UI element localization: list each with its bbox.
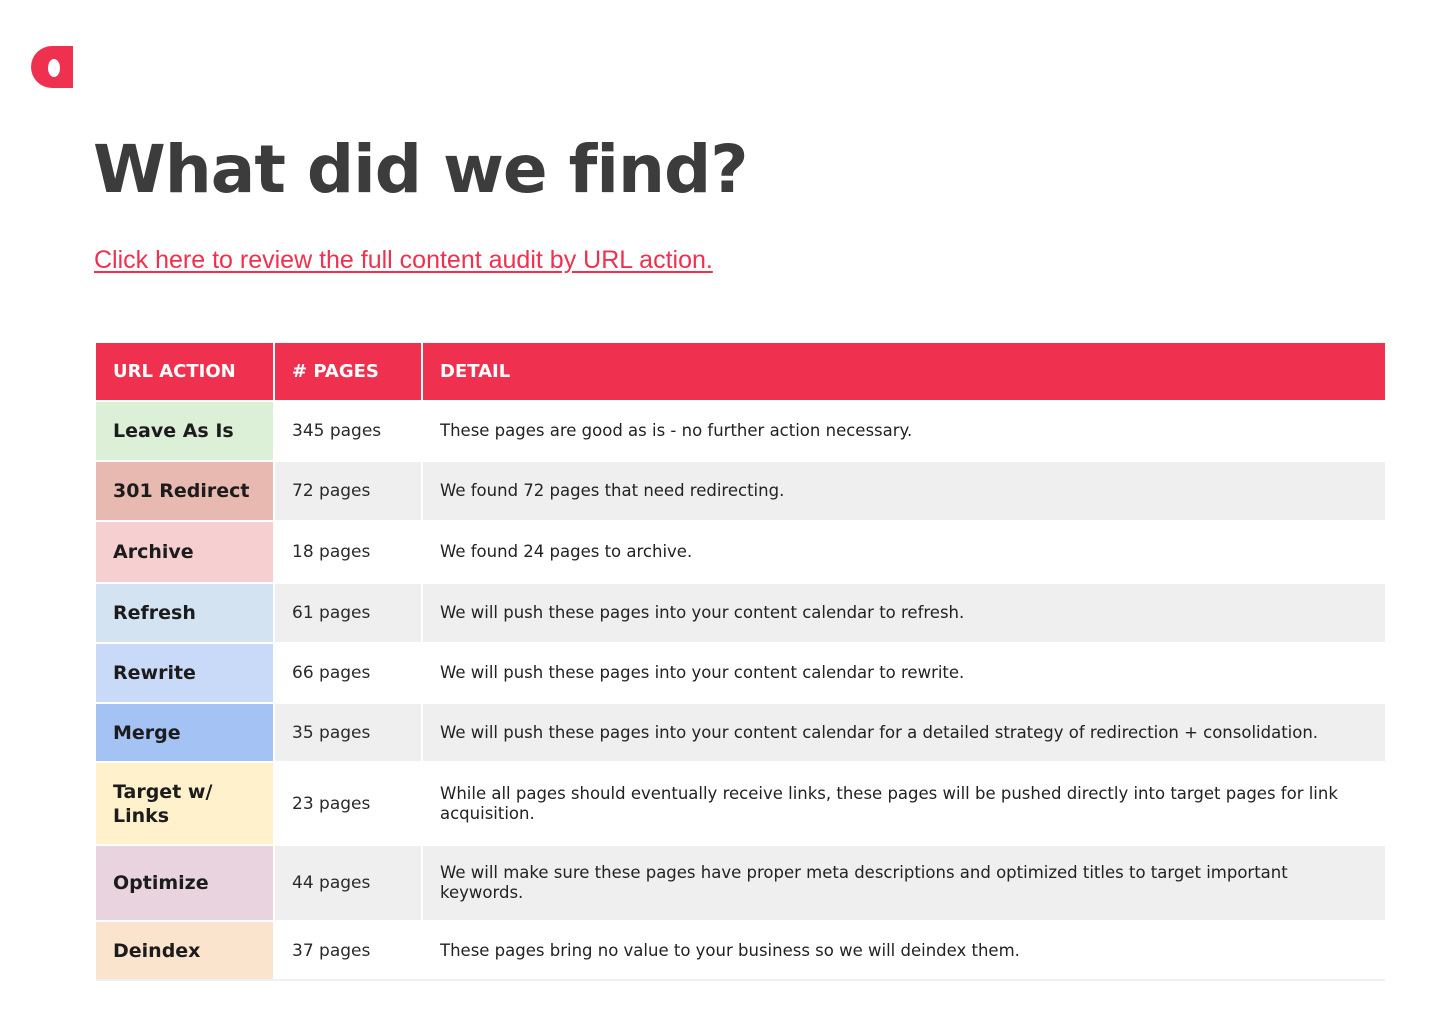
page-title: What did we find? [93, 131, 748, 208]
row-detail: We will make sure these pages have proper meta descriptions and optimized titles to target important keywords. [422, 845, 1385, 921]
row-detail: We will push these pages into your content calendar to rewrite. [422, 643, 1385, 703]
row-detail: We will push these pages into your content calendar for a detailed strategy of redirection + consolidation. [422, 703, 1385, 762]
row-pages: 72 pages [274, 461, 422, 521]
table-row [96, 461, 1385, 521]
table-row [96, 762, 1385, 845]
row-pages: 345 pages [274, 401, 422, 461]
row-pages: 37 pages [274, 921, 422, 980]
table-row [96, 921, 1385, 980]
table-row [96, 521, 1385, 583]
table-row [96, 583, 1385, 643]
row-action: Refresh [96, 583, 274, 643]
row-detail: These pages bring no value to your business so we will deindex them. [422, 921, 1385, 980]
content-audit-link[interactable]: Click here to review the full content audit by URL action. [94, 246, 713, 274]
row-action: Target w/ Links [96, 762, 274, 845]
brand-logo-icon [31, 46, 73, 88]
row-detail: We will push these pages into your content calendar to refresh. [422, 583, 1385, 643]
row-action: Deindex [96, 921, 274, 980]
table-header-row [96, 343, 1385, 401]
row-detail: We found 24 pages to archive. [422, 521, 1385, 583]
row-pages: 35 pages [274, 703, 422, 762]
table-row [96, 643, 1385, 703]
row-action: Rewrite [96, 643, 274, 703]
header-detail: DETAIL [422, 343, 1385, 401]
row-detail: These pages are good as is - no further action necessary. [422, 401, 1385, 461]
table-row [96, 845, 1385, 921]
row-pages: 44 pages [274, 845, 422, 921]
header-pages: # PAGES [274, 343, 422, 401]
row-action: Merge [96, 703, 274, 762]
row-pages: 61 pages [274, 583, 422, 643]
row-pages: 66 pages [274, 643, 422, 703]
row-pages: 18 pages [274, 521, 422, 583]
table-row [96, 401, 1385, 461]
row-action: 301 Redirect [96, 461, 274, 521]
url-action-table [96, 343, 1385, 981]
row-action: Leave As Is [96, 401, 274, 461]
row-pages: 23 pages [274, 762, 422, 845]
row-action: Optimize [96, 845, 274, 921]
row-detail: We found 72 pages that need redirecting. [422, 461, 1385, 521]
row-action: Archive [96, 521, 274, 583]
row-detail: While all pages should eventually receive links, these pages will be pushed directly into target pages for link acquisition. [422, 762, 1385, 845]
header-url-action: URL ACTION [96, 343, 274, 401]
table-row [96, 703, 1385, 762]
